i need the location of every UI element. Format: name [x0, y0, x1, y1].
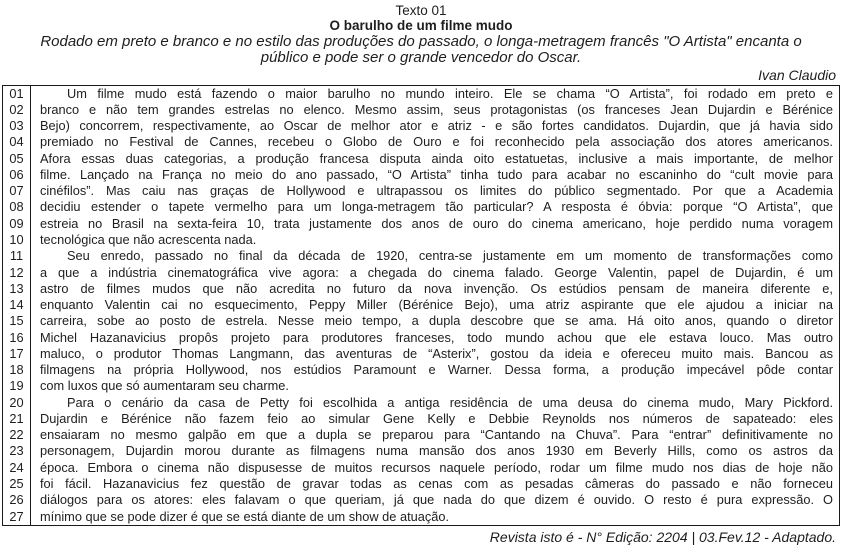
- text-line-row: [3, 443, 839, 459]
- line-text: filmagens na própria Hollywood, nos estúdios Paramount e Warner. Dessa forma, a produção impecável pôde contar: [40, 362, 833, 378]
- line-number: 03: [3, 118, 31, 134]
- line-text: decidiu estender o tapete vermelho para um longa-metragem tão particular? A resposta é óbvia: porque “O Artista”, que: [40, 199, 833, 215]
- page-title: O barulho de um filme mudo: [329, 18, 513, 33]
- line-number: 26: [3, 492, 31, 508]
- line-number: 18: [3, 362, 31, 378]
- text-line-row: [3, 134, 839, 150]
- text-line-row: [3, 216, 839, 232]
- line-text: diálogos para os atores: eles falavam o que queriam, já que nada do que dizem é ouvido. O resto é pura expressão. O: [40, 492, 833, 508]
- line-number: 07: [3, 183, 31, 199]
- text-line-row: [3, 183, 839, 199]
- line-number: 13: [3, 281, 31, 297]
- line-number: 10: [3, 232, 31, 248]
- line-text: cinéfilos”. Mas caiu nas graças de Hollywood e ultrapassou os limites do público segmentado. Por que a Academia: [40, 183, 833, 199]
- text-table: [2, 85, 840, 526]
- line-text: filme. Lançado na França no meio do ano passado, “O Artista” tinha tudo para acabar no escaninho do “cult movie para: [40, 166, 833, 182]
- line-text: enquanto Valentin cai no esquecimento, Peppy Miller (Bérénice Bejo), uma atriz aspirante que ele ajudou a iniciar na: [40, 297, 833, 313]
- line-number: 15: [3, 313, 31, 329]
- text-line-row: [3, 86, 839, 102]
- line-text: carreira, sobe ao posto de estrela. Nesse meio tempo, a dupla descobre que se ama. Há oito anos, quando o diretor: [40, 313, 833, 329]
- text-line-row: [3, 395, 839, 411]
- text-line-row: [3, 313, 839, 329]
- text-line-row: [3, 265, 839, 281]
- line-number: 04: [3, 134, 31, 150]
- line-text: maluco, o produtor Thomas Langmann, das aventuras de “Asterix”, gostou da ideia e ofereceu muito mais. Bancou as: [40, 345, 833, 361]
- line-text: Dujardin e Bérénice não fazem feio ao simular Gene Kelly e Debbie Reynolds nos números de sapateado: eles: [40, 410, 833, 426]
- text-line-row: [3, 492, 839, 508]
- line-text: branco e não tem grandes estrelas no elenco. Mesmo assim, seus protagonistas (os franceses Jean Dujardin e Bérénice: [40, 101, 833, 117]
- line-number: 11: [3, 248, 31, 264]
- line-number: 17: [3, 346, 31, 362]
- text-line-row: [3, 460, 839, 476]
- text-line-row: [3, 297, 839, 313]
- line-text: Bejo) concorrem, respectivamente, ao Oscar de melhor ator e atriz - e são fortes candidatos. Dujardin, que já havia sido: [40, 118, 833, 134]
- line-number: 01: [3, 86, 31, 102]
- text-line-row: [3, 509, 839, 525]
- author-byline: Ivan Claudio: [758, 66, 836, 83]
- line-number: 12: [3, 265, 31, 281]
- line-text: astro de filmes mudos que não acredita no futuro da nova invenção. Os estúdios pensam de maneira diferente e,: [40, 280, 833, 296]
- texto-label: Texto 01: [395, 3, 447, 18]
- line-text: tecnológica que não acrescenta nada.: [40, 231, 257, 247]
- line-text: Michel Hazanavicius propôs projeto para produtores franceses, todo mundo achou que ele estava louco. Mas outro: [40, 329, 833, 345]
- line-number: 02: [3, 102, 31, 118]
- line-text: Seu enredo, passado no final da década de 1920, centra-se justamente em um momento de transformações como: [67, 248, 833, 264]
- line-number: 16: [3, 330, 31, 346]
- line-number: 21: [3, 411, 31, 427]
- line-text: Para o cenário da casa de Petty foi escolhida a antiga residência de uma deusa do cinema mudo, Mary Pickford.: [67, 394, 833, 410]
- line-number: 09: [3, 216, 31, 232]
- line-text: Um filme mudo está fazendo o maior barulho no mundo inteiro. Ele se chama “O Artista”, foi rodado em preto e: [67, 85, 833, 101]
- line-text: ensaiaram no mesmo galpão em que a dupla se preparou para “Cantando na Chuva”. Para “entrar” definitivamente no: [40, 427, 833, 443]
- line-text: estreia no Brasil na sexta-feira 10, trata justamente dos anos de ouro do cinema americano, hoje perdido numa voragem: [40, 215, 833, 231]
- line-number: 19: [3, 378, 31, 394]
- text-line-row: [3, 346, 839, 362]
- text-line-row: [3, 427, 839, 443]
- line-text: época. Embora o cinema não dispusesse de muitos recursos naquele período, rodar um filme mudo nos dias de hoje não: [40, 459, 833, 475]
- line-text: mínimo que se pode dizer é que se está diante de um show de atuação.: [40, 508, 450, 524]
- source-citation: Revista isto é - N° Edição: 2204 | 03.Fev.12 - Adaptado.: [489, 528, 836, 545]
- line-number: 24: [3, 460, 31, 476]
- line-number: 06: [3, 167, 31, 183]
- text-line-row: [3, 199, 839, 215]
- text-line-row: [3, 167, 839, 183]
- line-number: 14: [3, 297, 31, 313]
- text-line-row: [3, 232, 839, 248]
- line-number: 22: [3, 427, 31, 443]
- text-line-row: [3, 411, 839, 427]
- subtitle: Rodado em preto e branco e no estilo das produções do passado, o longa-metragem francês "O Artista" encanta o público e pode ser o grande vencedor do Oscar.: [40, 33, 802, 66]
- line-number: 25: [3, 476, 31, 492]
- line-text: Afora essas duas categorias, a produção francesa disputa ainda oito estatuetas, inclusive a mais importante, de melhor: [40, 150, 833, 166]
- line-number: 27: [3, 509, 31, 525]
- text-line-row: [3, 248, 839, 264]
- text-line-row: [3, 378, 839, 394]
- line-text: premiado no Festival de Cannes, recebeu o Globo de Ouro e foi reconhecido pela associação dos atores americanos.: [40, 134, 833, 150]
- text-line-row: [3, 102, 839, 118]
- text-line-row: [3, 362, 839, 378]
- text-line-row: [3, 151, 839, 167]
- line-number: 05: [3, 151, 31, 167]
- line-number: 20: [3, 395, 31, 411]
- line-number: 08: [3, 199, 31, 215]
- text-line-row: [3, 118, 839, 134]
- line-text: a que a indústria cinematográfica vive agora: a chegada do cinema falado. George Valentin, papel de Dujardin, é um: [40, 264, 833, 280]
- line-number: 23: [3, 443, 31, 459]
- text-line-row: [3, 330, 839, 346]
- line-text: com luxos que só aumentaram seu charme.: [40, 378, 289, 394]
- text-line-row: [3, 476, 839, 492]
- text-line-row: [3, 281, 839, 297]
- line-text: personagem, Dujardin morou durante as filmagens numa mansão dos anos 1930 em Beverly Hills, como os astros da: [40, 443, 833, 459]
- line-text: foi fácil. Hazanavicius fez questão de gravar todas as cenas com as pesadas câmeras do passado e não forneceu: [40, 475, 833, 491]
- document-header: [0, 0, 842, 83]
